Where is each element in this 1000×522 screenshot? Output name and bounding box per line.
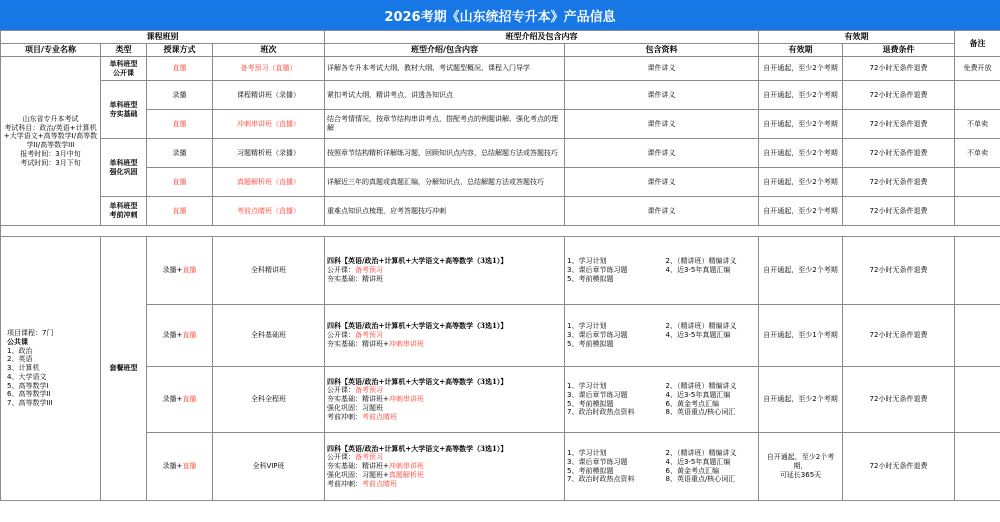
bundle-intro-head: 四科【英语/政治+计算机+大学语文+高等数学（3选1）】 (327, 443, 508, 453)
bundle-material-item (666, 340, 757, 349)
bundle-intro-line (327, 331, 562, 340)
single-remark-cell: 不单卖 (955, 139, 1000, 168)
bundle-intro-line-b: 备考预习 (355, 386, 383, 395)
bundle-mode-record: 录播+ (162, 395, 183, 404)
bundle-intro-line (327, 340, 562, 349)
header-remark: 备注 (955, 31, 1000, 57)
bundle-remark-cell (955, 237, 1000, 305)
bundle-course-public: 公共课 (7, 337, 28, 346)
single-materials-cell: 课件讲义 (565, 57, 759, 81)
single-remark-cell (955, 81, 1000, 110)
bundle-class-cell: 全科全程班 (213, 367, 325, 433)
bundle-intro-line-b: 冲刺串讲班 (388, 395, 424, 404)
bundle-intro-line-b: 冲刺串讲班 (388, 462, 424, 471)
header-class: 班次 (213, 44, 325, 57)
bundle-intro-head: 四科【英语/政治+计算机+大学语文+高等数学（3选1）】 (327, 256, 508, 266)
single-mode-cell: 直播 (147, 110, 213, 139)
bundle-material-item: 5、考前模拟题 (567, 339, 614, 348)
single-remark-cell: 不单卖 (955, 110, 1000, 139)
bundle-mode-cell (147, 433, 213, 501)
bundle-material-item: 2、（精讲班）精编讲义 (665, 257, 737, 266)
bundle-material-item: 7、政治时政热点资料 (567, 475, 635, 484)
bundle-remark-cell (955, 305, 1000, 367)
single-valid-cell: 自开通起，至少2个考期 (759, 139, 843, 168)
single-valid-cell: 自开通起，至少2个考期 (759, 168, 843, 197)
bundle-intro-line (327, 480, 562, 489)
bundle-intro-cell (325, 237, 565, 305)
single-mode-cell: 录播 (147, 81, 213, 110)
single-type-cell: 单科班型 夯实基础 (101, 81, 147, 139)
bundle-material-item: 1、学习计划 (567, 257, 607, 266)
single-class-cell: 考前点睛班（直播） (213, 197, 325, 226)
bundle-intro-line-a: 强化巩固：习题班+ (327, 470, 389, 479)
spacer-row (1, 226, 1000, 237)
bundle-material-item: 2、（精讲班）精编讲义 (665, 382, 737, 390)
single-row-4 (1, 139, 1000, 168)
single-class-cell: 备考预习（直播） (213, 57, 325, 81)
header-project: 项目/专业名称 (1, 44, 101, 57)
single-valid-cell: 自开通起，至少2个考期 (759, 57, 843, 81)
bundle-valid-cell: 自开通起，至少2个考期， 可延长365天 (759, 433, 843, 501)
bundle-type-cell: 套餐班型 (101, 237, 147, 501)
single-class-cell: 习题精析班（录播） (213, 139, 325, 168)
bundle-class-cell: 全科精讲班 (213, 237, 325, 305)
bundle-course-count: 项目课程：7门 (7, 329, 54, 338)
bundle-mode-live: 直播 (182, 331, 197, 340)
bundle-intro-line-a: 夯实基础：精讲班 (327, 274, 383, 283)
bundle-course-item: 4、大学语文 (7, 372, 47, 381)
single-intro-cell: 紧扣考试大纲，精讲考点，讲透各知识点 (325, 81, 565, 110)
single-mode-cell: 录播 (147, 139, 213, 168)
single-intro-cell: 详解近三年的真题或真题汇编，分解知识点，总结解题方法或答题技巧 (325, 168, 565, 197)
bundle-row-3 (1, 367, 1000, 433)
bundle-refund-cell: 72小时无条件退费 (843, 433, 955, 501)
bundle-intro-line (327, 386, 562, 395)
bundle-mode-record: 录播+ (162, 266, 183, 275)
bundle-materials-grid (567, 449, 756, 484)
bundle-intro-line-a: 强化巩固：习题班 (327, 403, 383, 412)
bundle-row-1 (1, 237, 1000, 305)
bundle-intro-line-b: 备考预习 (355, 331, 383, 340)
bundle-course-item: 3、计算机 (7, 364, 40, 373)
bundle-material-item: 8、英语重点/核心词汇 (665, 408, 736, 417)
bundle-material-item: 7、政治时政热点资料 (567, 408, 635, 417)
single-remark-cell: 免费开放 (955, 57, 1000, 81)
project-single-cell: 山东省专升本考试 考试科目：政治/英语+计算机+大学语文+高等数学I/高等数学II/高等数学III 报考时间：3月中旬 考试时间：3月下旬 (1, 57, 101, 226)
bundle-intro-line (327, 395, 562, 404)
single-row-2 (1, 81, 1000, 110)
bundle-refund-cell: 72小时无条件退费 (843, 237, 955, 305)
bundle-material-item: 4、近3-5年真题汇编 (665, 266, 731, 275)
bundle-mode-cell (147, 305, 213, 367)
header-valid: 有效期 (759, 44, 843, 57)
bundle-intro-line-a: 公开课： (327, 386, 355, 395)
bundle-materials-grid (567, 322, 756, 348)
bundle-intro-line-a: 夯实基础：精讲班+ (327, 395, 389, 404)
bundle-class-cell: 全科基础班 (213, 305, 325, 367)
single-valid-cell: 自开通起，至少2个考期 (759, 81, 843, 110)
bundle-intro-line-a: 公开课： (327, 453, 355, 462)
bundle-materials-grid (567, 257, 756, 283)
bundle-intro-cell (325, 305, 565, 367)
bundle-valid-cell: 自开通起，至少2个考期 (759, 237, 843, 305)
bundle-remark-cell (955, 433, 1000, 501)
single-refund-cell: 72小时无条件退费 (843, 139, 955, 168)
bundle-material-item: 3、课后章节练习题 (567, 331, 628, 340)
bundle-material-item: 6、黄金考点汇编 (665, 466, 719, 475)
bundle-intro-line-a: 考前冲刺： (327, 479, 362, 488)
bundle-refund-cell: 72小时无条件退费 (843, 367, 955, 433)
bundle-mode-live: 直播 (182, 266, 197, 275)
header-refund: 退费条件 (843, 44, 955, 57)
header-group-valid: 有效期 (759, 31, 955, 44)
bundle-valid-cell: 自开通起，至少1个考期 (759, 305, 843, 367)
bundle-materials-cell (565, 237, 759, 305)
header-type: 类型 (101, 44, 147, 57)
bundle-intro-cell (325, 367, 565, 433)
single-intro-cell: 重难点知识点梳理，应考答题技巧冲刺 (325, 197, 565, 226)
single-valid-cell: 自开通起，至少2个考期 (759, 110, 843, 139)
bundle-material-item: 5、考前模拟题 (567, 399, 614, 408)
bundle-refund-cell: 72小时无条件退费 (843, 305, 955, 367)
bundle-intro-line (327, 462, 562, 471)
bundle-intro-line-b: 冲刺串讲班 (388, 339, 424, 348)
bundle-course-item: 2、英语 (7, 355, 33, 364)
project-bundle-cell (1, 237, 101, 501)
bundle-intro-line-a: 夯实基础：精讲班+ (327, 339, 389, 348)
single-materials-cell: 课件讲义 (565, 168, 759, 197)
spacer-cell (1, 226, 1000, 237)
bundle-row-4 (1, 433, 1000, 501)
bundle-class-cell: 全科VIP班 (213, 433, 325, 501)
bundle-material-item: 1、学习计划 (567, 322, 607, 331)
product-table (0, 30, 1000, 501)
single-remark-cell (955, 197, 1000, 226)
single-class-cell: 课程精讲班（录播） (213, 81, 325, 110)
bundle-intro-cell (325, 433, 565, 501)
bundle-intro-line (327, 404, 562, 413)
bundle-material-item: 2、（精讲班）精编讲义 (665, 449, 737, 457)
bundle-material-item: 5、考前模拟题 (567, 274, 614, 283)
bundle-intro-line-a: 公开课： (327, 266, 355, 275)
bundle-materials-grid (567, 382, 756, 417)
bundle-course-item: 6、高等数学II (7, 390, 51, 399)
single-row-3 (1, 110, 1000, 139)
single-intro-cell: 按照章节结构精析详解练习题，回顾知识点内容，总结解题方法或答题技巧 (325, 139, 565, 168)
single-refund-cell: 72小时无条件退费 (843, 168, 955, 197)
single-refund-cell: 72小时无条件退费 (843, 57, 955, 81)
single-refund-cell: 72小时无条件退费 (843, 110, 955, 139)
single-row-6 (1, 197, 1000, 226)
bundle-intro-line (327, 453, 562, 462)
bundle-intro-line (327, 413, 562, 422)
single-class-cell: 真题解析班（直播） (213, 168, 325, 197)
bundle-material-item: 4、近3-5年真题汇编 (665, 331, 731, 340)
bundle-materials-cell (565, 305, 759, 367)
single-mode-cell: 直播 (147, 57, 213, 81)
single-mode-cell: 直播 (147, 168, 213, 197)
single-valid-cell: 自开通起，至少2个考期 (759, 197, 843, 226)
bundle-remark-cell (955, 367, 1000, 433)
bundle-mode-record: 录播+ (162, 331, 183, 340)
bundle-intro-line (327, 275, 562, 284)
header-group-intro: 班型介绍及包含内容 (325, 31, 759, 44)
bundle-intro-line-a: 夯实基础：精讲班+ (327, 462, 389, 471)
bundle-row-2 (1, 305, 1000, 367)
single-intro-cell: 结合考情情况，按章节结构串讲考点，搭配考点的例题讲解、强化考点的理解 (325, 110, 565, 139)
bundle-mode-live: 直播 (182, 395, 197, 404)
single-mode-cell: 直播 (147, 197, 213, 226)
header-group-classes: 课程班别 (1, 31, 325, 44)
single-type-cell: 单科班型 公开课 (101, 57, 147, 81)
single-class-cell: 冲刺串讲班（直播） (213, 110, 325, 139)
bundle-material-item: 3、课后章节练习题 (567, 266, 628, 275)
single-materials-cell: 课件讲义 (565, 197, 759, 226)
bundle-material-item: 6、黄金考点汇编 (665, 399, 719, 408)
bundle-intro-line-b: 备考预习 (355, 453, 383, 462)
bundle-intro-head: 四科【英语/政治+计算机+大学语文+高等数学（3选1）】 (327, 376, 508, 386)
bundle-material-item: 1、学习计划 (567, 449, 607, 457)
header-intro: 班型介绍/包含内容 (325, 44, 565, 57)
bundle-course-item: 7、高等数学III (7, 399, 53, 408)
header-row-1 (1, 31, 1000, 44)
bundle-materials-cell (565, 433, 759, 501)
single-refund-cell: 72小时无条件退费 (843, 197, 955, 226)
bundle-intro-line-b: 考前点睛班 (362, 479, 397, 488)
bundle-mode-cell (147, 367, 213, 433)
bundle-intro-line-b: 备考预习 (355, 266, 383, 275)
single-intro-cell: 详解各专升本考试大纲、教材大纲、考试题型概况、课程入门导学 (325, 57, 565, 81)
bundle-material-item: 4、近3-5年真题汇编 (665, 390, 731, 399)
single-refund-cell: 72小时无条件退费 (843, 81, 955, 110)
bundle-mode-record: 录播+ (162, 462, 183, 471)
bundle-intro-line-a: 考前冲刺： (327, 412, 362, 421)
bundle-intro-line (327, 266, 562, 275)
bundle-intro-line (327, 471, 562, 480)
bundle-material-item: 4、近3-5年真题汇编 (665, 457, 731, 466)
bundle-mode-live: 直播 (182, 462, 197, 471)
bundle-material-item: 5、考前模拟题 (567, 466, 614, 475)
bundle-course-item: 1、政治 (7, 346, 33, 355)
header-materials: 包含资料 (565, 44, 759, 57)
bundle-intro-line-b: 真题解析班 (388, 470, 424, 479)
bundle-intro-head: 四科【英语/政治+计算机+大学语文+高等数学（3选1）】 (327, 321, 508, 331)
page-title: 2026考期《山东统招专升本》产品信息 (0, 0, 1000, 30)
bundle-material-item: 3、课后章节练习题 (567, 457, 628, 466)
single-row-5 (1, 168, 1000, 197)
single-row-1 (1, 57, 1000, 81)
bundle-valid-cell: 自开通起，至少2个考期 (759, 367, 843, 433)
bundle-material-item: 2、（精讲班）精编讲义 (665, 322, 737, 331)
bundle-intro-line-a: 公开课： (327, 331, 355, 340)
single-type-cell: 单科班型 强化巩固 (101, 139, 147, 197)
bundle-mode-cell (147, 237, 213, 305)
bundle-material-item (666, 275, 757, 284)
single-materials-cell: 课件讲义 (565, 81, 759, 110)
single-type-cell: 单科班型 考前冲刺 (101, 197, 147, 226)
bundle-material-item: 1、学习计划 (567, 382, 607, 390)
single-materials-cell: 课件讲义 (565, 110, 759, 139)
header-row-2 (1, 44, 1000, 57)
single-remark-cell (955, 168, 1000, 197)
single-materials-cell: 课件讲义 (565, 139, 759, 168)
header-mode: 授课方式 (147, 44, 213, 57)
bundle-materials-cell (565, 367, 759, 433)
bundle-intro-line-b: 考前点睛班 (362, 412, 397, 421)
bundle-material-item: 3、课后章节练习题 (567, 390, 628, 399)
bundle-material-item: 8、英语重点/核心词汇 (665, 475, 736, 484)
bundle-course-item: 5、高等数学I (7, 381, 49, 390)
